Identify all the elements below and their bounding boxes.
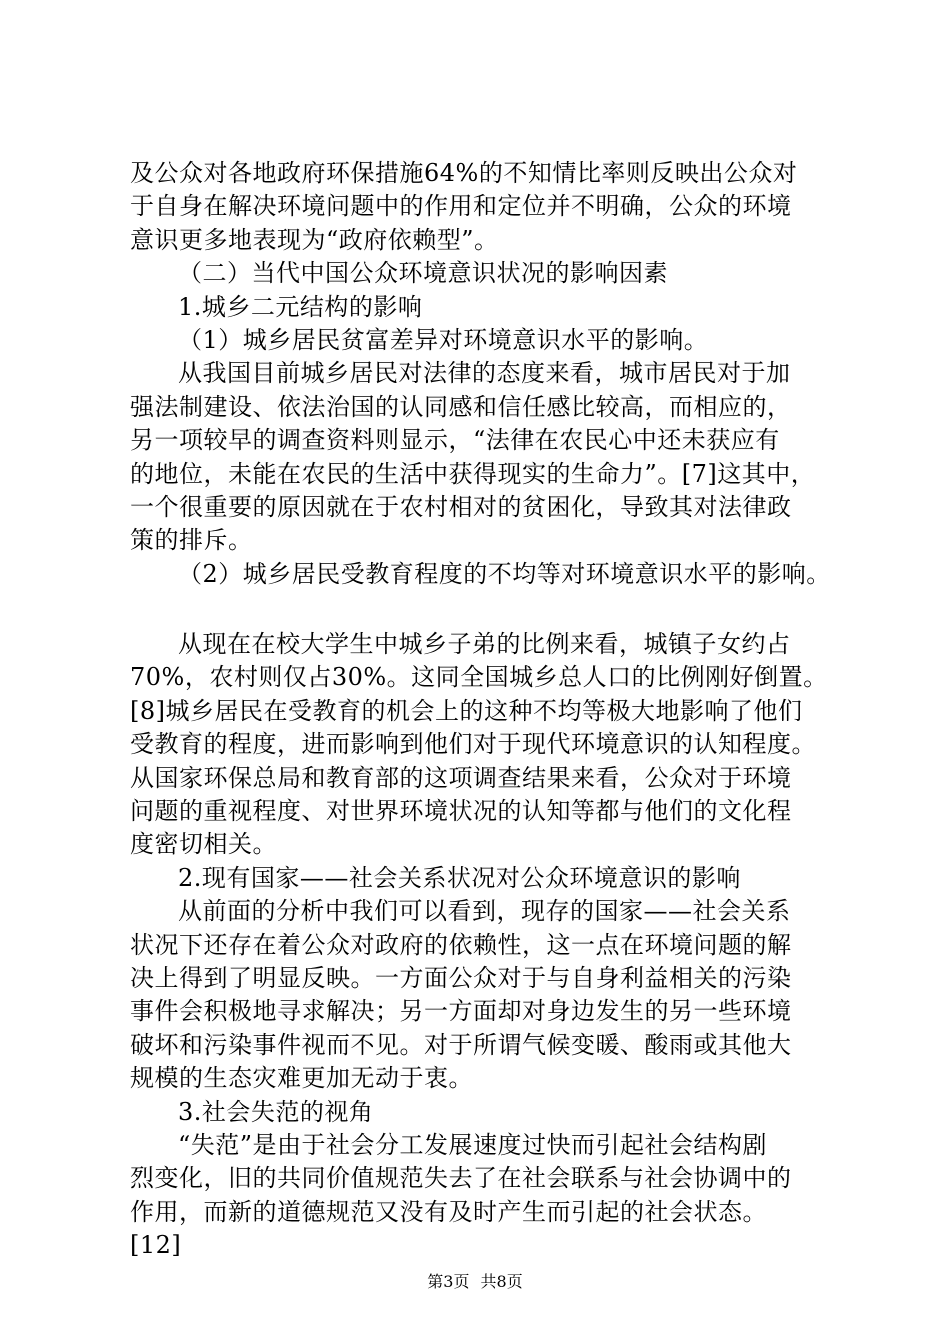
paragraph-gap xyxy=(130,591,850,628)
paragraph xyxy=(130,1096,850,1129)
paragraph xyxy=(130,862,850,895)
text-line: 事件会积极地寻求解决；另一方面却对身边发生的另一些环境 xyxy=(130,997,792,1026)
paragraph xyxy=(130,357,850,557)
text-line: 及公众对各地政府环保措施64%的不知情比率则反映出公众对 xyxy=(130,159,798,187)
text-line: 3.社会失范的视角 xyxy=(178,1097,374,1126)
paragraph xyxy=(130,558,850,591)
text-line: 1.城乡二元结构的影响 xyxy=(178,292,423,321)
text-line: 问题的重视程度、对世界环境状况的认知等都与他们的文化程 xyxy=(130,797,792,826)
text-line: 的地位，未能在农民的生活中获得现实的生命力”。[7]这其中， xyxy=(130,459,816,488)
paragraph xyxy=(130,895,850,1095)
text-line: （2）城乡居民受教育程度的不均等对环境意识水平的影响。 xyxy=(178,559,831,588)
text-line: 2.现有国家——社会关系状况对公众环境意识的影响 xyxy=(178,863,741,892)
text-line: 从国家环保总局和教育部的这项调查结果来看，公众对于环境 xyxy=(130,763,792,792)
text-line: 作用，而新的道德规范又没有及时产生而引起的社会状态。 xyxy=(130,1197,767,1226)
text-line: 一个很重要的原因就在于农村相对的贫困化，导致其对法律政 xyxy=(130,492,792,521)
text-line: 70%，农村则仅占30%。这同全国城乡总人口的比例刚好倒置。 xyxy=(130,663,828,692)
text-line: 受教育的程度，进而影响到他们对于现代环境意识的认知程度。 xyxy=(130,730,816,759)
text-line: 破坏和污染事件视而不见。对于所谓气候变暖、酸雨或其他大 xyxy=(130,1030,792,1059)
text-line: 另一项较早的调查资料则显示，“法律在农民心中还未获应有 xyxy=(130,426,780,455)
text-line: [12] xyxy=(130,1231,182,1260)
text-line: 状况下还存在着公众对政府的依赖性，这一点在环境问题的解 xyxy=(130,930,792,959)
text-line: 策的排斥。 xyxy=(130,526,253,555)
text-line: （1）城乡居民贫富差异对环境意识水平的影响。 xyxy=(178,325,709,354)
text-line: [8]城乡居民在受教育的机会上的这种不均等极大地影响了他们 xyxy=(130,696,803,725)
paragraph xyxy=(130,157,850,257)
text-line: 于自身在解决环境问题中的作用和定位并不明确，公众的环境 xyxy=(130,192,792,221)
paragraph xyxy=(130,628,850,862)
text-line: 规模的生态灾难更加无动于衷。 xyxy=(130,1064,473,1093)
text-line: 烈变化，旧的共同价值规范失去了在社会联系与社会协调中的 xyxy=(130,1164,792,1193)
text-line: 从我国目前城乡居民对法律的态度来看，城市居民对于加 xyxy=(178,359,791,388)
paragraph xyxy=(130,291,850,324)
page-footer xyxy=(0,1272,950,1292)
text-line: 强法制建设、依法治国的认同感和信任感比较高，而相应的， xyxy=(130,392,792,421)
text-line: 决上得到了明显反映。一方面公众对于与自身利益相关的污染 xyxy=(130,963,792,992)
paragraph xyxy=(130,324,850,357)
page-number: 第3页 xyxy=(427,1272,470,1291)
paragraph xyxy=(130,1129,850,1263)
page-total: 共8页 xyxy=(480,1272,523,1291)
text-line: 从现在在校大学生中城乡子弟的比例来看，城镇子女约占 xyxy=(178,630,791,659)
text-line: 意识更多地表现为“政府依赖型”。 xyxy=(130,225,499,254)
text-line: （二）当代中国公众环境意识状况的影响因素 xyxy=(178,259,668,288)
text-line: 度密切相关。 xyxy=(130,830,277,859)
paragraph xyxy=(130,257,850,290)
text-line: “失范”是由于社会分工发展速度过快而引起社会结构剧 xyxy=(178,1130,768,1159)
text-line: 从前面的分析中我们可以看到，现存的国家——社会关系 xyxy=(178,897,791,926)
document-body xyxy=(130,157,850,1263)
